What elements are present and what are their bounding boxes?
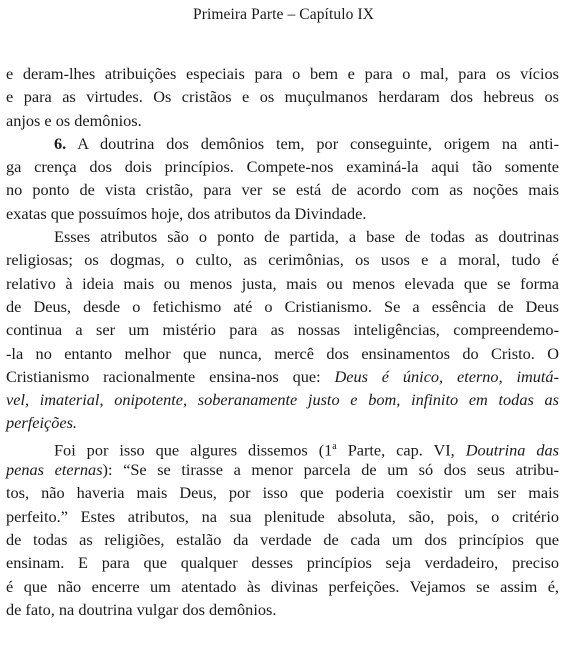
text-segment: A doutrina dos demônios tem, por conseguinte, origem na anti- (66, 133, 559, 153)
text-line: de fato, na doutrina vulgar dos demônios. (6, 599, 277, 619)
text-line-mixed (6, 435, 559, 458)
text-line: ga crença dos dois princípios. Compete-nos examiná-la aqui tão somente (6, 157, 559, 177)
text-line: continua a ser um mistério para as nossas inteligências, compreendemo- (6, 320, 559, 340)
italic-segment: perfeições. (6, 413, 77, 433)
text-line: relativo à ideia mais ou menos justa, mais ou menos elevada que se forma (6, 273, 559, 293)
paragraph-6-first-line (6, 132, 559, 155)
text-segment: Parte, cap. VI, (336, 440, 466, 460)
text-line: no ponto de vista cristão, para ver se está de acordo com as noções mais (6, 180, 559, 200)
text-line-italic (6, 411, 559, 434)
text-line: Esses atributos são o ponto de partida, a base de todas as doutrinas (54, 227, 559, 247)
text-segment: ): “Se se tirasse a menor parcela de um só dos seus atribu- (102, 460, 560, 480)
text-line: perfeito.” Estes atributos, na sua plenitude absoluta, são, pois, o critério (6, 506, 559, 526)
text-line: é que não encerre um atentado às divinas perfeições. Vejamos se assim é, (6, 576, 559, 596)
text-line: e para as virtudes. Os cristãos e os muçulmanos herdaram dos hebreus os (6, 87, 559, 107)
body-text (6, 62, 559, 621)
text-line: tos, não haveria mais Deus, por isso que poderia coexistir um ser mais (6, 483, 559, 503)
text-line: anjos e os demônios. (6, 110, 142, 130)
text-line-italic (6, 388, 559, 411)
italic-segment: vel, imaterial, onipotente, soberanamente justo e bom, infinito em todas as (6, 390, 559, 410)
text-segment: Cristianismo racionalmente ensina-nos que: (6, 366, 335, 386)
text-line-mixed (6, 458, 559, 481)
paragraph-number: 6. (54, 133, 67, 153)
text-line: de Deus, desde o fetichismo até o Cristianismo. Se a essência de Deus (6, 296, 559, 316)
text-line: exatas que possuímos hoje, dos atributos da Divindade. (6, 203, 367, 223)
running-head: Primeira Parte – Capítulo IX (192, 6, 374, 23)
text-line: religiosas; os dogmas, o culto, as cerimônias, os usos e a moral, tudo é (6, 250, 559, 270)
text-line: -la no entanto melhor que nunca, mercê dos ensinamentos do Cristo. O (6, 343, 559, 363)
text-line-mixed (6, 365, 559, 388)
text-line: e deram-lhes atribuições especiais para o bem e para o mal, para os vícios (6, 64, 559, 83)
text-line: de todas as religiões, estalão da verdade de cada um dos princípios que (6, 529, 559, 549)
italic-segment: penas eternas (6, 460, 103, 480)
italic-segment: Doutrina das (465, 440, 559, 460)
superscript: a (332, 440, 337, 452)
italic-segment: Deus é único, eterno, imutá- (334, 366, 559, 386)
text-segment: Foi por isso que algures dissemos (1 (54, 440, 333, 460)
text-line: ensinam. E para que qualquer desses princípios seja verdadeiro, preciso (6, 553, 559, 573)
